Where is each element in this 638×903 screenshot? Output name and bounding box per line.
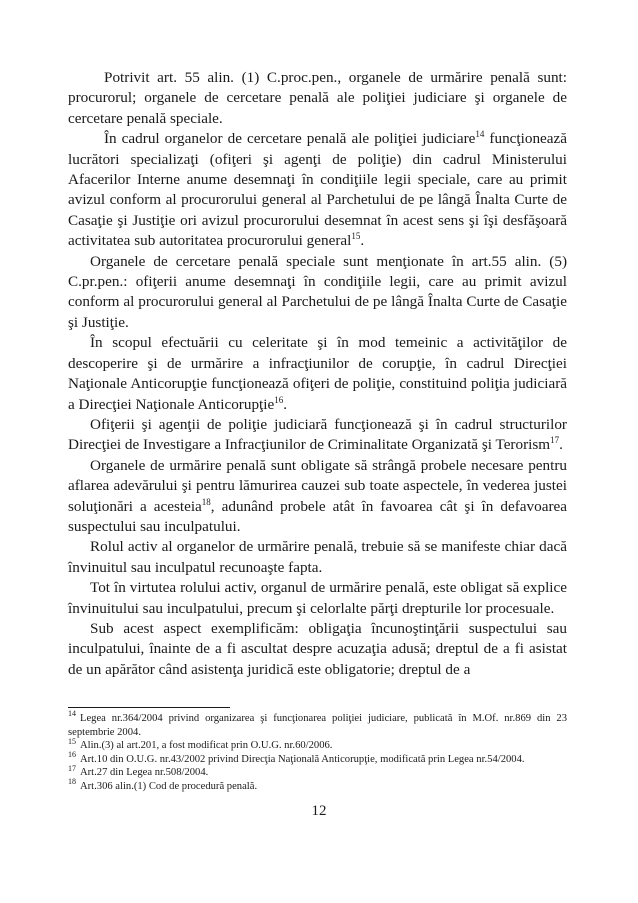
paragraph xyxy=(68,68,567,129)
footnote-number: 16 xyxy=(68,750,76,760)
page-number: 12 xyxy=(311,803,327,819)
paragraph xyxy=(68,578,567,619)
paragraph-text: Sub acest aspect exemplificăm: obligaţia încunoştinţării suspectului sau inculpatului, înainte de a fi ascultat despre acuzaţia adusă; dreptul de a fi asistat de un apărător când asistenţa juridică este obligatorie; dreptul de a xyxy=(68,619,567,678)
paragraph xyxy=(68,252,567,334)
paragraph xyxy=(68,619,567,680)
paragraph-text: Tot în virtutea rolului activ, organul de urmărire penală, este obligat să explice învinuitului sau inculpatului, precum şi celorlalte părţi drepturile lor procesuale. xyxy=(68,579,567,617)
footnote-ref[interactable]: 16 xyxy=(274,394,284,405)
paragraph xyxy=(68,129,567,251)
footnote-text: Art.27 din Legea nr.508/2004. xyxy=(80,767,209,779)
paragraph-text: . xyxy=(360,232,365,250)
footnote-number: 17 xyxy=(68,763,76,773)
footnote-ref[interactable]: 14 xyxy=(475,129,485,140)
paragraph-text: În scopul efectuării cu celeritate şi în mod temeinic a activităţilor de descoperire şi de urmărire a infracţiunilor de corupţie, în cadrul Direcţiei Naţionale Anticorupţie funcţionează ofiţeri de poliţie, constituind poliţia judiciară a Direcţiei Naţionale Anticorupţie xyxy=(68,334,567,413)
paragraph-text: . xyxy=(559,436,563,454)
footnote xyxy=(68,777,567,794)
paragraph-text: În cadrul organelor de cercetare penală ale poliţiei judiciare xyxy=(104,130,476,148)
footnote xyxy=(68,763,567,780)
footnote xyxy=(68,750,567,767)
footnote-ref[interactable]: 18 xyxy=(201,496,211,507)
footnote-ref[interactable]: 15 xyxy=(351,231,361,242)
footnote xyxy=(68,736,567,753)
paragraph-text: Potrivit art. 55 alin. (1) C.proc.pen., organele de urmărire penală sunt: procurorul; organele de cercetare penală ale poliţiei judiciare şi organele de cercetare penală speciale. xyxy=(68,69,567,127)
footnote xyxy=(68,709,567,739)
paragraph xyxy=(68,456,567,538)
footnotes xyxy=(68,709,567,794)
paragraph xyxy=(68,415,567,456)
footnote-number: 18 xyxy=(68,777,76,787)
footnote-text: Legea nr.364/2004 privind organizarea şi funcţionarea poliţiei judiciare, publicată în M.Of. nr.869 din 23 septembrie 2004. xyxy=(68,713,567,738)
paragraph-text: Organele de cercetare penală speciale sunt menţionate în art.55 alin. (5) C.pr.pen.: ofiţerii anume desemnaţi în condiţiile legii, care au primit avizul conform al procurorului general al Parchetului de pe lângă Înalta Curte de Casaţie şi Justiţie. xyxy=(68,252,567,331)
body-text xyxy=(68,68,567,680)
footnote-text: Art.306 alin.(1) Cod de procedură penală. xyxy=(80,780,258,792)
footnote-number: 14 xyxy=(68,709,76,719)
paragraph-text: , adunând probele atât în favoarea cât şi în defavoarea suspectului sau inculpatului. xyxy=(68,497,567,535)
footnote-separator xyxy=(68,707,230,708)
paragraph xyxy=(68,537,567,578)
paragraph-text: funcţionează lucrători specializaţi (ofiţeri şi agenţi de poliţie) din cadrul Ministerului Afacerilor Interne anume desemnaţi în condiţiile legii speciale, care au primit avizul conform al procurorului general al Parchetului de pe lângă Înalta Curte de Casaţie şi Justiţie ori avizul procurorului desemnat în acest sens şi îşi desfăşoară activitatea sub autoritatea procurorului general xyxy=(68,130,568,250)
paragraph xyxy=(68,333,567,415)
paragraph-text: Organele de urmărire penală sunt obligate să strângă probele necesare pentru aflarea adevărului şi pentru lămurirea cauzei sub toate aspectele, în vederea justei soluţionări a acesteia xyxy=(68,456,567,515)
paragraph-text: . xyxy=(283,395,288,413)
footnote-ref[interactable]: 17 xyxy=(550,435,560,446)
footnote-text: Art.10 din O.U.G. nr.43/2002 privind Direcţia Naţională Anticorupţie, modificată prin Legea nr.54/2004. xyxy=(80,753,525,765)
paragraph-text: Rolul activ al organelor de urmărire penală, trebuie să se manifeste chiar dacă învinuitul sau inculpatul recunoaşte fapta. xyxy=(68,538,567,576)
footnote-text: Alin.(3) al art.201, a fost modificat prin O.U.G. nr.60/2006. xyxy=(80,740,333,752)
paragraph-text: Ofiţerii şi agenţii de poliţie judiciară funcţionează şi în cadrul structurilor Direcţiei de Investigare a Infracţiunilor de Criminalitate Organizată şi Terorism xyxy=(68,415,567,454)
footnote-number: 15 xyxy=(68,736,76,746)
